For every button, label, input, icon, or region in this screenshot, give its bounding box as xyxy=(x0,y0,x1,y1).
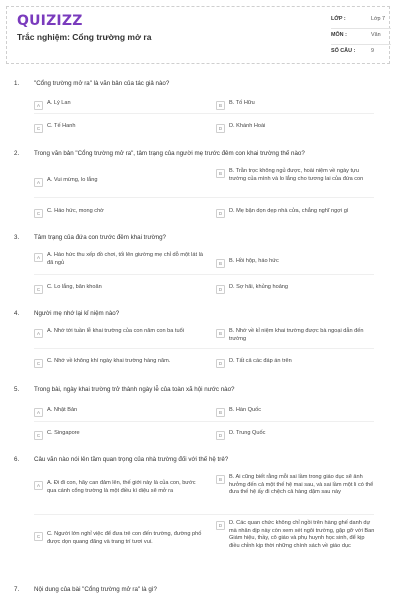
option-a[interactable] xyxy=(34,100,204,110)
option-letter-badge: B xyxy=(216,259,225,268)
meta-label: SỐ CÂU : xyxy=(331,48,356,54)
option-a[interactable] xyxy=(34,177,204,187)
option-text: A. Nhớ tới tuần lễ khai trường của con năm con ba tuổi xyxy=(47,328,184,334)
question-text: Trong bài, ngày khai trường trở thành ngày lễ của toàn xã hội nước nào? xyxy=(34,386,235,393)
option-letter-badge: A xyxy=(34,101,43,110)
option-divider xyxy=(34,197,374,198)
option-letter-badge: B xyxy=(216,408,225,417)
question-number: 5. xyxy=(14,386,20,393)
option-text: C. Tế Hanh xyxy=(47,123,76,129)
meta-value: Văn xyxy=(371,32,381,38)
question-text: "Cổng trường mở ra" là văn bản của tác giả nào? xyxy=(34,80,170,87)
meta-value: 9 xyxy=(371,48,374,54)
option-letter-badge: A xyxy=(34,408,43,417)
option-divider xyxy=(34,514,374,515)
option-letter-badge: D xyxy=(216,209,225,218)
option-b[interactable] xyxy=(216,328,376,343)
option-text: C. Singapore xyxy=(47,430,80,436)
meta-row-count xyxy=(331,45,391,60)
option-text: A. Nhật Bản xyxy=(47,407,78,413)
option-d[interactable] xyxy=(216,520,376,550)
option-d[interactable] xyxy=(216,208,376,218)
option-a[interactable] xyxy=(34,328,206,338)
meta-label: MÔN : xyxy=(331,32,347,38)
option-text: C. Nhớ về không khí ngày khai trường hàng năm. xyxy=(47,358,171,364)
option-divider xyxy=(34,348,374,349)
option-text: D. Tất cả các đáp án trên xyxy=(229,358,292,364)
option-text: A. Đi đi con, hãy can đảm lên, thế giới này là của con, bước qua cánh cổng trường là một điều kì diệu sẽ mở ra xyxy=(47,480,196,494)
question-number: 6. xyxy=(14,456,20,463)
option-letter-badge: C xyxy=(34,124,43,133)
meta-label: LỚP : xyxy=(331,16,346,22)
option-b[interactable] xyxy=(216,258,376,268)
option-a[interactable] xyxy=(34,252,206,267)
question-text: Nội dung của bài "Cổng trường mở ra" là gì? xyxy=(34,586,157,593)
option-text: B. Hồi hộp, háo hức xyxy=(229,258,279,264)
option-text: C. Lo lắng, băn khoăn xyxy=(47,284,102,290)
question-number: 3. xyxy=(14,234,20,241)
option-text: B. Ai cũng biết rằng mỗi sai lầm trong giáo dục sẽ ảnh hưởng đến cả một thế hệ mai sau, và sai lầm một li có thể đưa thế hệ ấy đi chệch cả hàng dặm sau này xyxy=(229,474,374,495)
option-c[interactable] xyxy=(34,284,204,294)
question-text: Người mẹ nhớ lại kỉ niệm nào? xyxy=(34,310,120,317)
option-divider xyxy=(34,421,374,422)
option-c[interactable] xyxy=(34,358,210,368)
option-letter-badge: B xyxy=(216,475,225,484)
option-text: D. Khánh Hoài xyxy=(229,123,266,129)
meta-table xyxy=(331,13,391,60)
option-letter-badge: B xyxy=(216,329,225,338)
option-text: C. Người lớn nghỉ việc để đưa trẻ con đến trường, đường phố được dọn quang đãng và trang trí tươi vui. xyxy=(47,531,202,545)
option-text: A. Háo hức thu xếp đồ chơi, tối lên giường mẹ chỉ dỗ một lát là đã ngủ xyxy=(47,252,203,266)
option-b[interactable] xyxy=(216,168,376,183)
option-d[interactable] xyxy=(216,284,376,294)
option-letter-badge: D xyxy=(216,124,225,133)
option-b[interactable] xyxy=(216,474,376,497)
question-number: 7. xyxy=(14,586,20,593)
option-a[interactable] xyxy=(34,480,206,495)
option-c[interactable] xyxy=(34,123,204,133)
option-letter-badge: A xyxy=(34,253,43,262)
option-letter-badge: C xyxy=(34,532,43,541)
option-text: B. Trằn trọc không ngủ được, hoài niệm về ngày tựu trường của mình và lo lắng cho tương lai của đứa con xyxy=(229,168,364,182)
option-letter-badge: B xyxy=(216,169,225,178)
meta-row-subject xyxy=(331,29,391,45)
option-c[interactable] xyxy=(34,430,204,440)
question-text: Tâm trạng của đứa con trước đêm khai trường? xyxy=(34,234,166,241)
option-c[interactable] xyxy=(34,208,204,218)
option-text: D. Trung Quốc xyxy=(229,430,266,436)
question-number: 2. xyxy=(14,150,20,157)
option-d[interactable] xyxy=(216,358,376,368)
question-number: 4. xyxy=(14,310,20,317)
option-letter-badge: A xyxy=(34,481,43,490)
option-letter-badge: D xyxy=(216,521,225,530)
option-letter-badge: C xyxy=(34,359,43,368)
question-text: Câu văn nào nói lên tầm quan trọng của nhà trường đối với thế hệ trẻ? xyxy=(34,456,229,463)
option-letter-badge: D xyxy=(216,285,225,294)
option-letter-badge: D xyxy=(216,431,225,440)
option-letter-badge: C xyxy=(34,209,43,218)
option-b[interactable] xyxy=(216,407,376,417)
option-d[interactable] xyxy=(216,430,376,440)
option-b[interactable] xyxy=(216,100,376,110)
option-text: B. Hàn Quốc xyxy=(229,407,262,413)
option-text: A. Vui mừng, lo lắng xyxy=(47,177,98,183)
option-text: A. Lý Lan xyxy=(47,100,71,106)
option-letter-badge: D xyxy=(216,359,225,368)
question-number: 1. xyxy=(14,80,20,87)
option-divider xyxy=(34,274,374,275)
quizizz-logo: QUIZIZZ xyxy=(17,13,83,29)
option-divider xyxy=(34,113,374,114)
option-text: D. Sợ hãi, khủng hoảng xyxy=(229,284,289,290)
option-text: D. Mẹ bận dọn dẹp nhà cửa, chẳng nghĩ ngợi gì xyxy=(229,208,349,214)
option-letter-badge: A xyxy=(34,329,43,338)
option-letter-badge: A xyxy=(34,178,43,187)
meta-row-grade xyxy=(331,13,391,29)
option-text: D. Các quan chức không chỉ ngồi trên hàng ghế danh dự mà nhân dịp này còn xem xét ngôi trường, gặp gỡ với Ban Giám hiệu, thầy, cô giáo và phụ huynh học sinh, để kịp điều chỉnh kịp thời những chính sách về giáo dục xyxy=(229,520,375,549)
meta-value: Lớp 7 xyxy=(371,16,386,22)
option-c[interactable] xyxy=(34,531,206,546)
option-d[interactable] xyxy=(216,123,376,133)
page-title: Trắc nghiệm: Cổng trường mở ra xyxy=(17,32,152,42)
option-text: B. Tố Hữu xyxy=(229,100,255,106)
question-text: Trong văn bản "Cổng trường mở ra", tâm trạng của người mẹ trước đêm con khai trường thế nào? xyxy=(34,150,305,157)
worksheet-header xyxy=(6,6,390,64)
option-letter-badge: C xyxy=(34,431,43,440)
option-text: B. Nhớ về kỉ niệm khai trường được bà ngoại dẫn đến trường xyxy=(229,328,364,342)
option-letter-badge: C xyxy=(34,285,43,294)
option-letter-badge: B xyxy=(216,101,225,110)
option-text: C. Háo hức, mong chờ xyxy=(47,208,104,214)
option-a[interactable] xyxy=(34,407,204,417)
